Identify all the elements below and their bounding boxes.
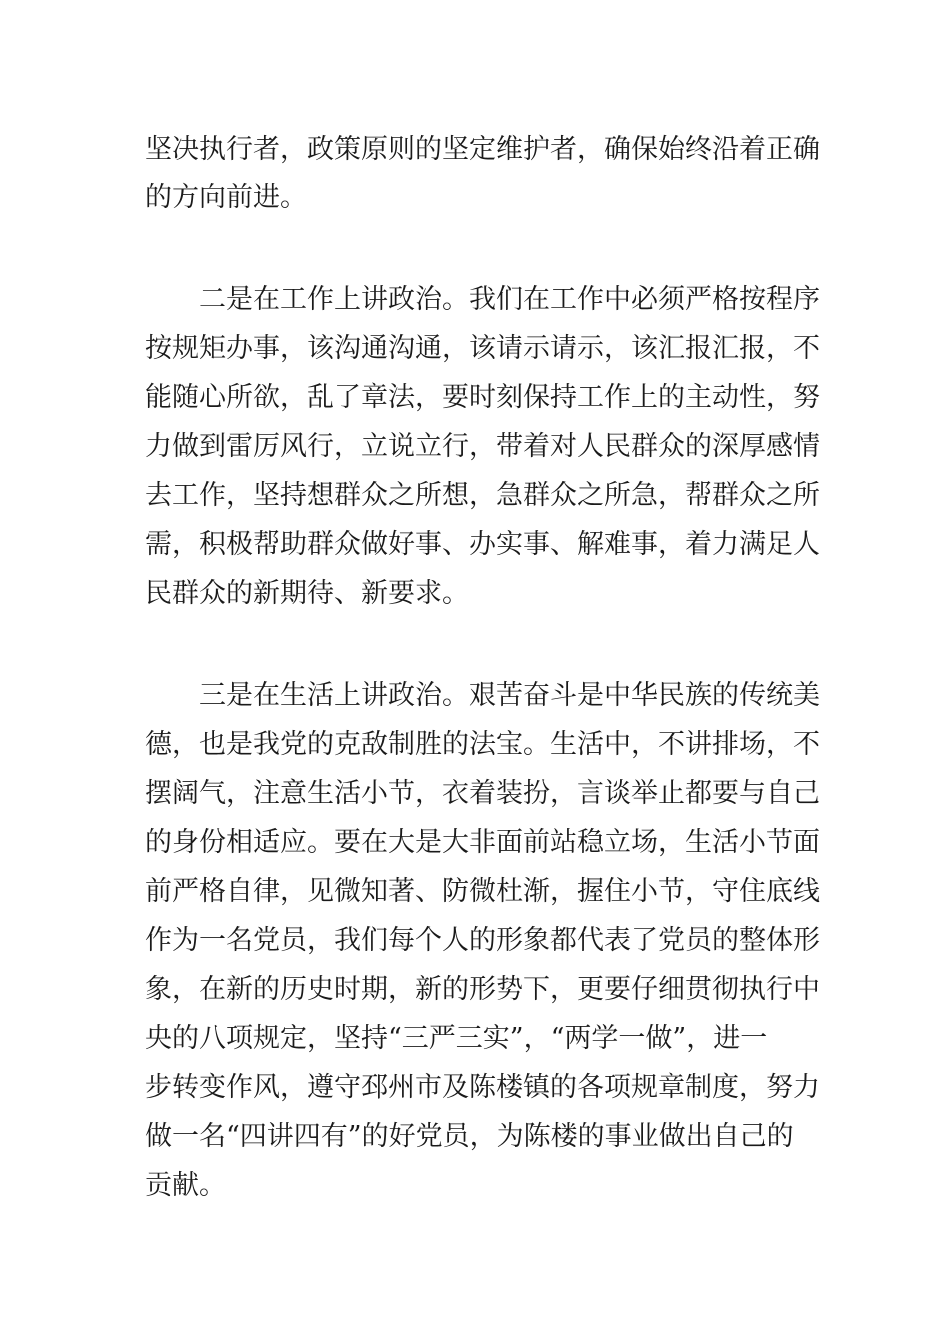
text-line: 力做到雷厉风行，立说立行，带着对人民群众的深厚感情 — [145, 431, 820, 462]
text-line: 摆阔气，注意生活小节，衣着装扮，言谈举止都要与自己 — [145, 778, 820, 809]
text-line: 民群众的新期待、新要求。 — [145, 578, 469, 609]
text-line: 前严格自律，见微知著、防微杜渐，握住小节，守住底线 — [145, 876, 820, 907]
text-line: 的方向前进。 — [145, 182, 307, 213]
text-line: 央的八项规定，坚持“三严三实”，“两学一做”，进一 — [145, 1023, 768, 1054]
text-line: 需，积极帮助群众做好事、办实事、解难事，着力满足人 — [145, 529, 820, 560]
text-line: 去工作，坚持想群众之所想，急群众之所急，帮群众之所 — [145, 480, 820, 511]
text-line: 德，也是我党的克敌制胜的法宝。生活中，不讲排场，不 — [145, 729, 820, 760]
text-line: 步转变作风，遵守邳州市及陈楼镇的各项规章制度，努力 — [145, 1072, 820, 1103]
text-line: 作为一名党员，我们每个人的形象都代表了党员的整体形 — [145, 925, 820, 956]
text-line: 能随心所欲，乱了章法，要时刻保持工作上的主动性，努 — [145, 382, 820, 413]
text-line: 象，在新的历史时期，新的形势下，更要仔细贯彻执行中 — [145, 974, 820, 1005]
text-line: 贡献。 — [145, 1170, 226, 1201]
text-line: 按规矩办事，该沟通沟通，该请示请示，该汇报汇报，不 — [145, 333, 820, 364]
text-line: 三是在生活上讲政治。艰苦奋斗是中华民族的传统美 — [199, 680, 820, 711]
text-line: 二是在工作上讲政治。我们在工作中必须严格按程序 — [199, 284, 820, 315]
text-line: 坚决执行者，政策原则的坚定维护者，确保始终沿着正确 — [145, 134, 820, 165]
text-line: 做一名“四讲四有”的好党员，为陈楼的事业做出自己的 — [145, 1121, 794, 1152]
text-line: 的身份相适应。要在大是大非面前站稳立场，生活小节面 — [145, 827, 820, 858]
